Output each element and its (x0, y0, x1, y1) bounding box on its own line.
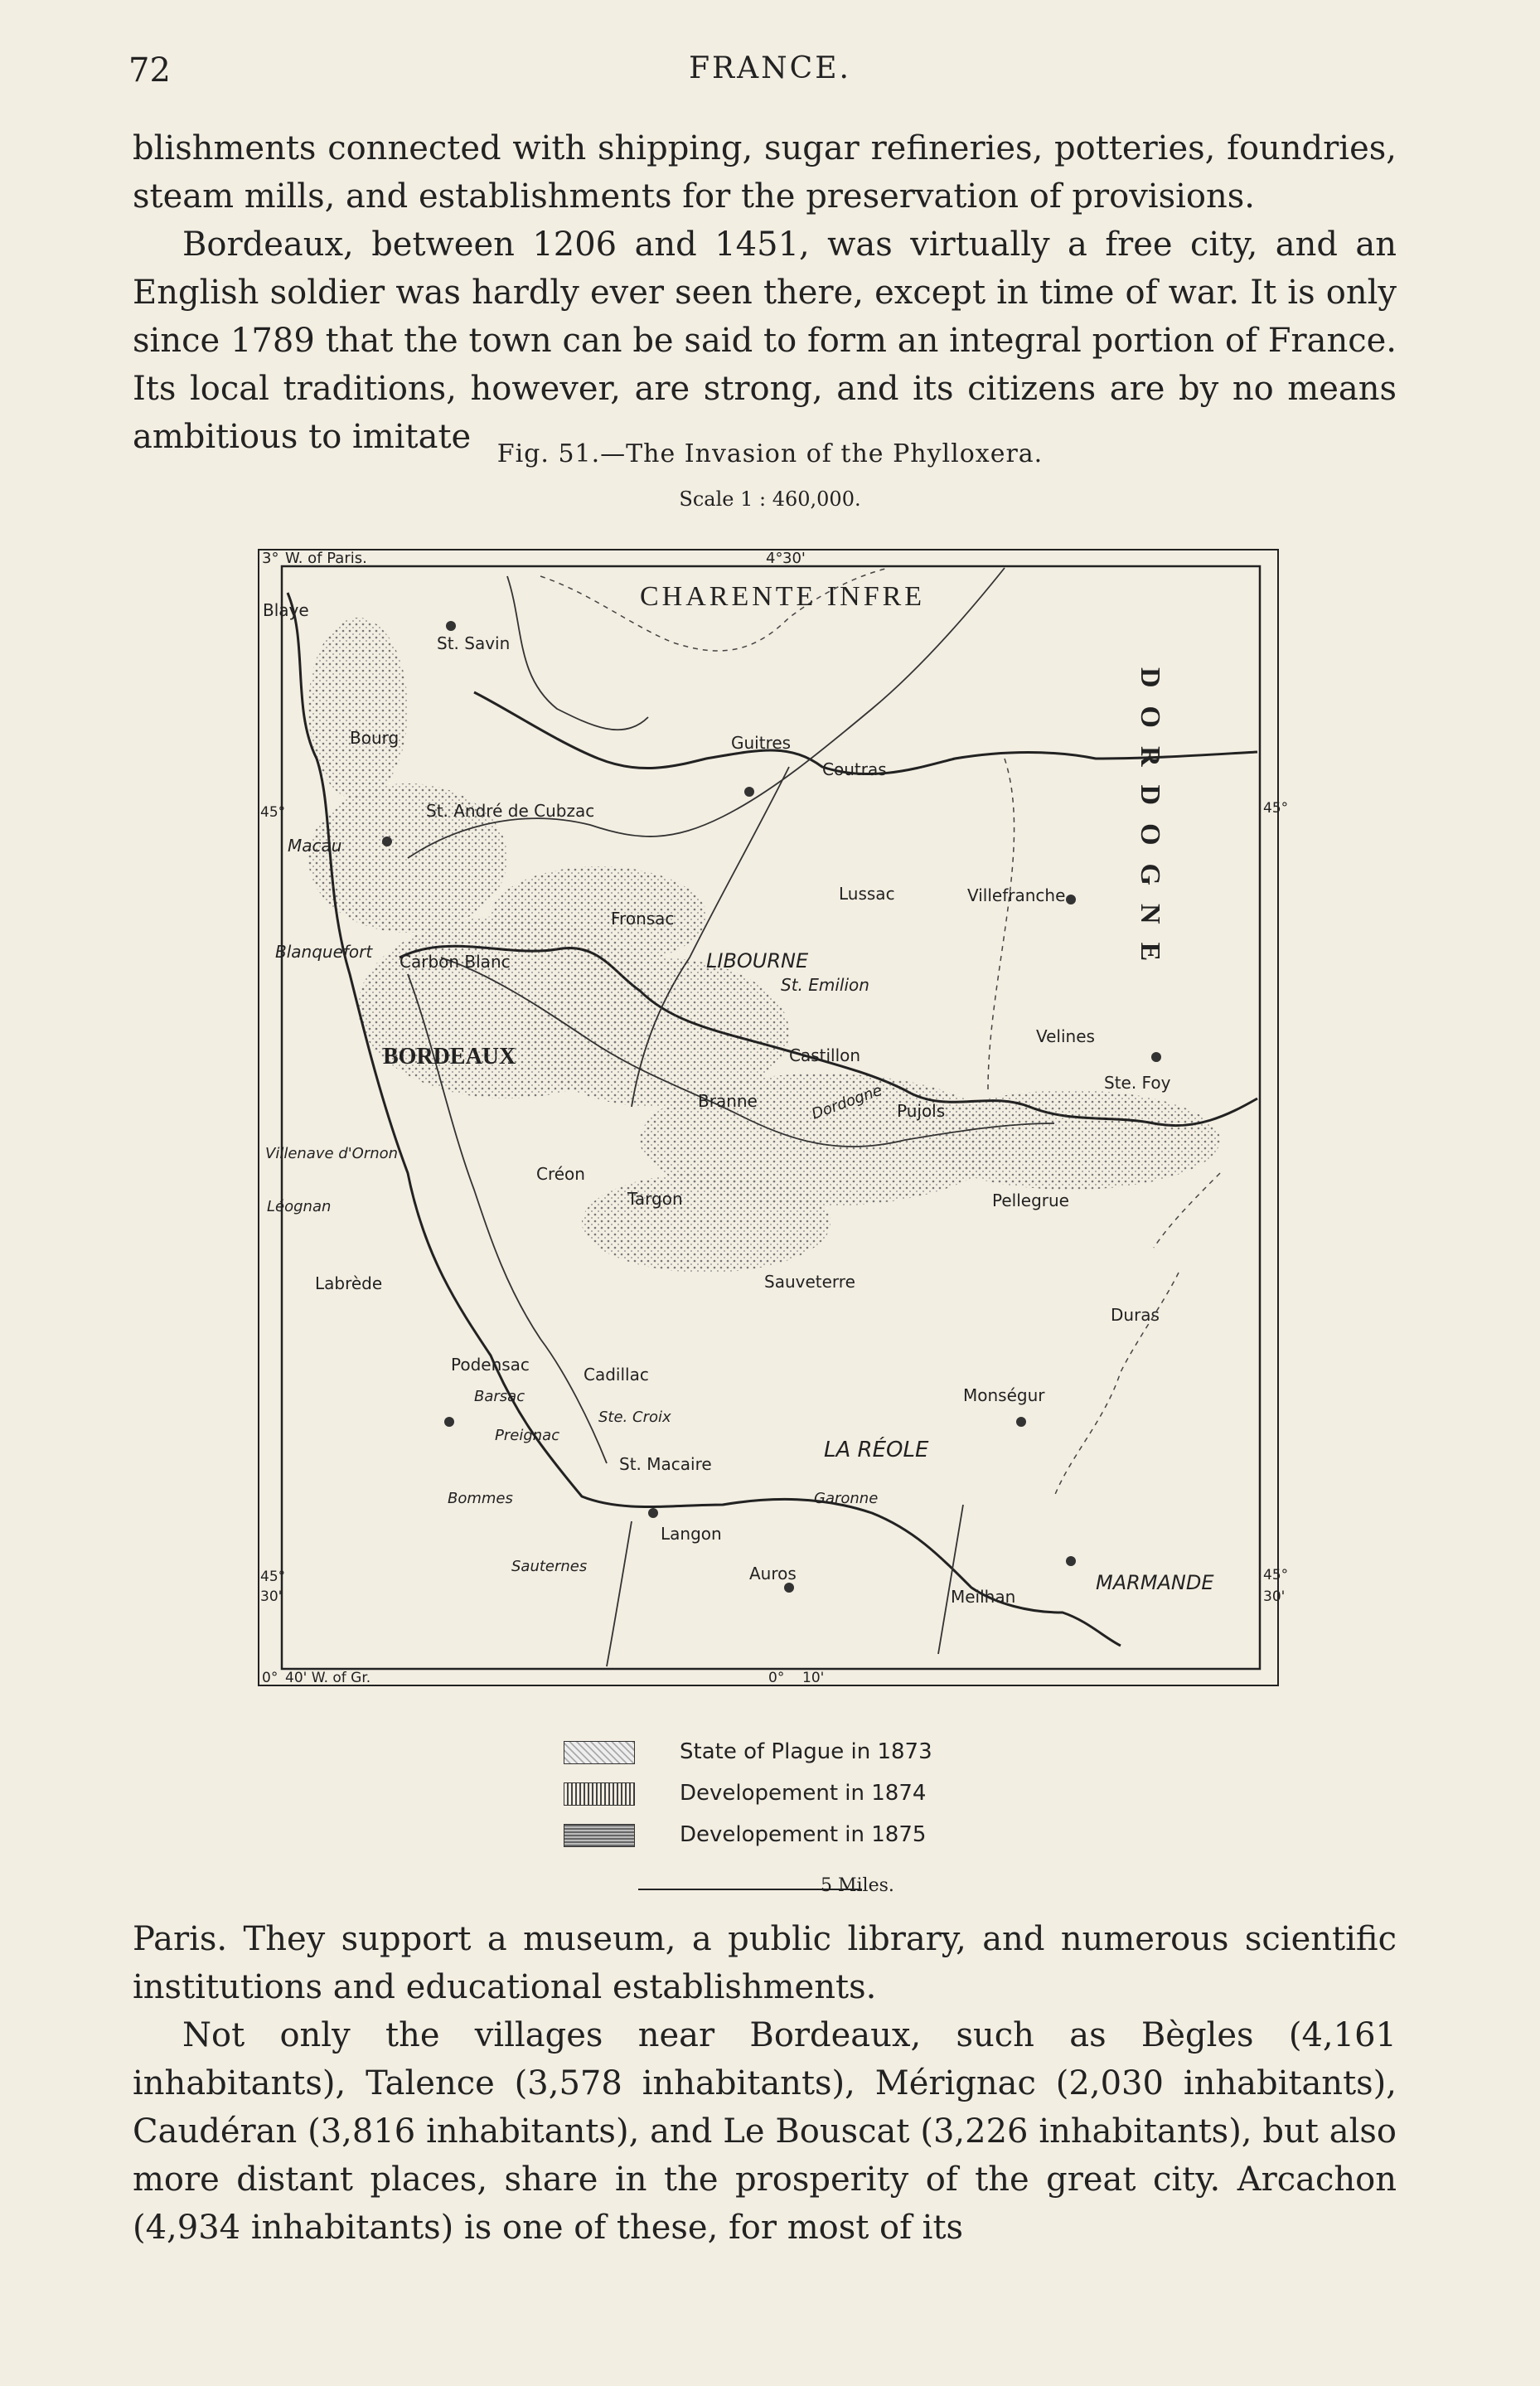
place-label: Garonne (814, 1490, 879, 1507)
place-label: Targon (627, 1189, 683, 1209)
paragraph: Bordeaux, between 1206 and 1451, was virtually a free city, and an English soldier was hardly ever seen there, except in time of war. It is only since 1789 that the town can be said to form an integral portion of France. Its local traditions, however, are strong, and its citizens are by no means ambitious to imitate (133, 226, 1397, 456)
place-label: MARMANDE (1096, 1571, 1214, 1594)
place-label: Velines (1036, 1026, 1095, 1046)
place-label: Sauveterre (764, 1272, 855, 1292)
place-label: BORDEAUX (383, 1044, 516, 1069)
frame-label: 45° (1263, 1567, 1289, 1583)
legend-label: Developement in 1874 (680, 1781, 927, 1806)
place-label: Cadillac (584, 1365, 649, 1385)
frame-label: 4° (766, 550, 783, 567)
place-label: Blaye (263, 600, 309, 620)
place-label: Meilhan (951, 1587, 1016, 1607)
legend-label: Developement in 1875 (680, 1822, 927, 1847)
place-label: Langon (661, 1524, 722, 1544)
place-label: Castillon (789, 1045, 861, 1065)
place-label: Blanquefort (275, 942, 373, 962)
place-label: Ste. Foy (1104, 1073, 1171, 1093)
place-label: Villenave d'Ornon (265, 1145, 399, 1162)
paragraph: Not only the villages near Bordeaux, such as Bègles (4,161 inhabitants), Talence (3,578 inhabitants), Mérignac (2,030 inhabitants), Caudéran (3,816 inhabitants), and Le Bouscat (3,226 inhabitants), but also more distant places, share in the prosperity of the great city. Arcachon (4,934 inhabitants) is one of these, for most of its (133, 2016, 1397, 2247)
place-label: Fronsac (611, 909, 675, 929)
legend-swatch-1873 (564, 1741, 635, 1764)
map-legend (564, 1733, 1061, 1857)
phylloxera-map (242, 543, 1295, 1695)
place-label: Macau (288, 836, 342, 856)
frame-label: 3° (262, 550, 279, 567)
place-label: Monségur (963, 1385, 1045, 1405)
paragraph: blishments connected with shipping, sugar refineries, potteries, foundries, steam mills, and establishments for the preservation of provisions. (133, 129, 1397, 216)
page-header (128, 51, 1412, 93)
place-label: Duras (1111, 1305, 1160, 1325)
place-label: Podensac (451, 1355, 530, 1375)
dordogne-region-label (1135, 667, 1165, 979)
frame-label: 40' W. of Gr. (285, 1670, 371, 1686)
legend-swatch-1874 (564, 1782, 635, 1806)
place-label: Sauternes (511, 1558, 588, 1575)
place-label: Créon (536, 1164, 585, 1184)
page-number: 72 (128, 51, 171, 90)
frame-label: 10' (802, 1670, 825, 1686)
place-label: St. Macaire (619, 1454, 712, 1474)
figure-caption: Fig. 51.—The Invasion of the Phylloxera. (496, 439, 1044, 468)
legend-label: State of Plague in 1873 (680, 1739, 932, 1764)
place-label: Carbon Blanc (400, 952, 511, 972)
place-label: Bourg (350, 728, 400, 748)
map-svg (242, 543, 1295, 1695)
figure-scale: Scale 1 : 460,000. (679, 487, 861, 511)
place-label: Coutras (822, 759, 887, 779)
place-label: Léognan (267, 1198, 332, 1215)
place-label: Barsac (474, 1388, 525, 1405)
top-text-block (133, 124, 1397, 461)
place-label: LA RÉOLE (824, 1438, 929, 1462)
frame-label: W. of Paris. (285, 550, 367, 567)
frame-label: 45° (1263, 800, 1289, 817)
place-label: Preignac (495, 1427, 560, 1444)
frame-label: 0° (262, 1670, 278, 1686)
place-label: St. Emilion (781, 975, 869, 995)
frame-label: 30' (1263, 1588, 1286, 1605)
place-label: Bommes (448, 1490, 513, 1507)
place-label: Villefranche (967, 885, 1066, 905)
region-label: CHARENTE INFRE (640, 581, 926, 612)
bottom-text-block (133, 1915, 1397, 2252)
place-label: St. André de Cubzac (426, 801, 595, 821)
frame-label: 30' (782, 550, 806, 567)
region-label: DORDOGNE (1135, 667, 1165, 980)
legend-item (564, 1733, 1061, 1774)
place-label: Auros (749, 1564, 797, 1583)
legend-item (564, 1774, 1061, 1816)
place-label: Branne (698, 1091, 758, 1111)
paragraph: Paris. They support a museum, a public library, and numerous scientific institutions and educational establishments. (133, 1920, 1397, 2006)
place-label: LIBOURNE (706, 949, 809, 972)
place-label: Labrède (315, 1273, 383, 1293)
place-label: St. Savin (437, 633, 511, 653)
place-label: Ste. Croix (598, 1409, 671, 1426)
phylloxera-areas (308, 618, 1220, 1273)
legend-swatch-1875 (564, 1824, 635, 1847)
place-label: Lussac (839, 884, 895, 904)
frame-label: 45° (260, 804, 286, 821)
place-label: Guitres (731, 733, 792, 753)
frame-label: 30' (260, 1588, 283, 1605)
place-label: Pujols (897, 1101, 946, 1121)
place-label: Pellegrue (992, 1191, 1069, 1210)
running-head: FRANCE. (689, 51, 851, 85)
frame-label: 0° (768, 1670, 785, 1686)
scale-bar-label: 5 Miles. (821, 1875, 894, 1896)
frame-label: 45° (260, 1569, 286, 1585)
legend-item (564, 1816, 1061, 1857)
place-label: Dordogne (809, 1081, 884, 1123)
